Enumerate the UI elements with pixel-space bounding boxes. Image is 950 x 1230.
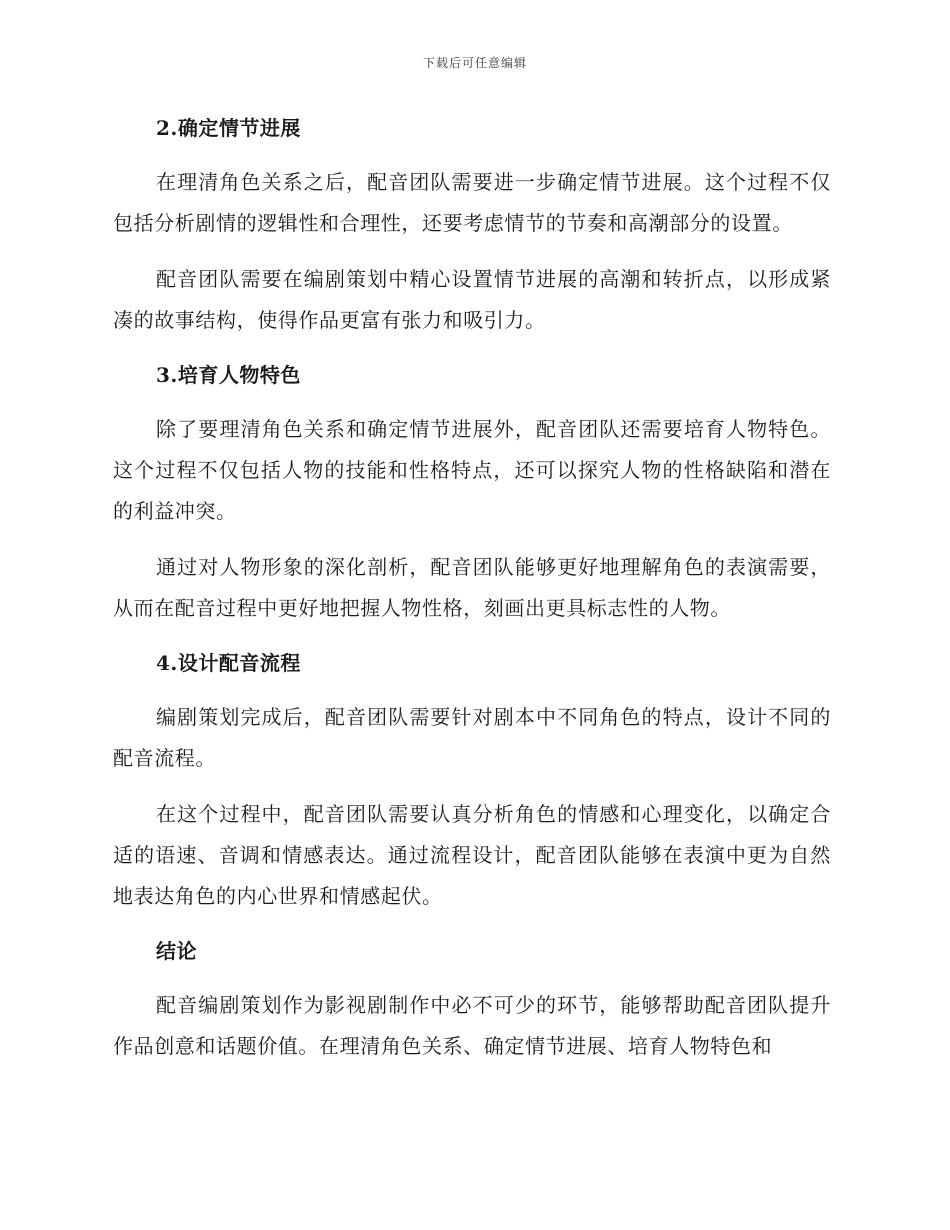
paragraph: 除了要理清角色关系和确定情节进展外，配音团队还需要培育人物特色。这个过程不仅包括人物的技能和性格特点，还可以探究人物的性格缺陷和潜在的利益冲突。 bbox=[113, 417, 831, 523]
paragraph: 编剧策划完成后，配音团队需要针对剧本中不同角色的特点，设计不同的配音流程。 bbox=[113, 705, 831, 770]
section-heading-plot: 2.确定情节进展 bbox=[156, 116, 301, 140]
paragraph: 在这个过程中，配音团队需要认真分析角色的情感和心理变化，以确定合适的语速、音调和情感表达。通过流程设计，配音团队能够在表演中更为自然地表达角色的内心世界和情感起伏。 bbox=[113, 802, 831, 908]
section-heading-dubbing-flow: 4.设计配音流程 bbox=[156, 651, 301, 675]
section-heading-conclusion: 结论 bbox=[156, 939, 197, 963]
section-heading-character: 3.培育人物特色 bbox=[156, 363, 301, 387]
document-body bbox=[113, 108, 831, 1067]
paragraph: 在理清角色关系之后，配音团队需要进一步确定情节进展。这个过程不仅包括分析剧情的逻辑性和合理性，还要考虑情节的节奏和高潮部分的设置。 bbox=[113, 170, 831, 235]
paragraph: 配音编剧策划作为影视剧制作中必不可少的环节，能够帮助配音团队提升作品创意和话题价值。在理清角色关系、确定情节进展、培育人物特色和 bbox=[113, 993, 831, 1058]
header-note: 下载后可任意编辑 bbox=[422, 56, 527, 70]
paragraph: 通过对人物形象的深化剖析，配音团队能够更好地理解角色的表演需要，从而在配音过程中更好地把握人物性格，刻画出更具标志性的人物。 bbox=[113, 555, 831, 620]
paragraph: 配音团队需要在编剧策划中精心设置情节进展的高潮和转折点，以形成紧凑的故事结构，使得作品更富有张力和吸引力。 bbox=[113, 267, 831, 332]
